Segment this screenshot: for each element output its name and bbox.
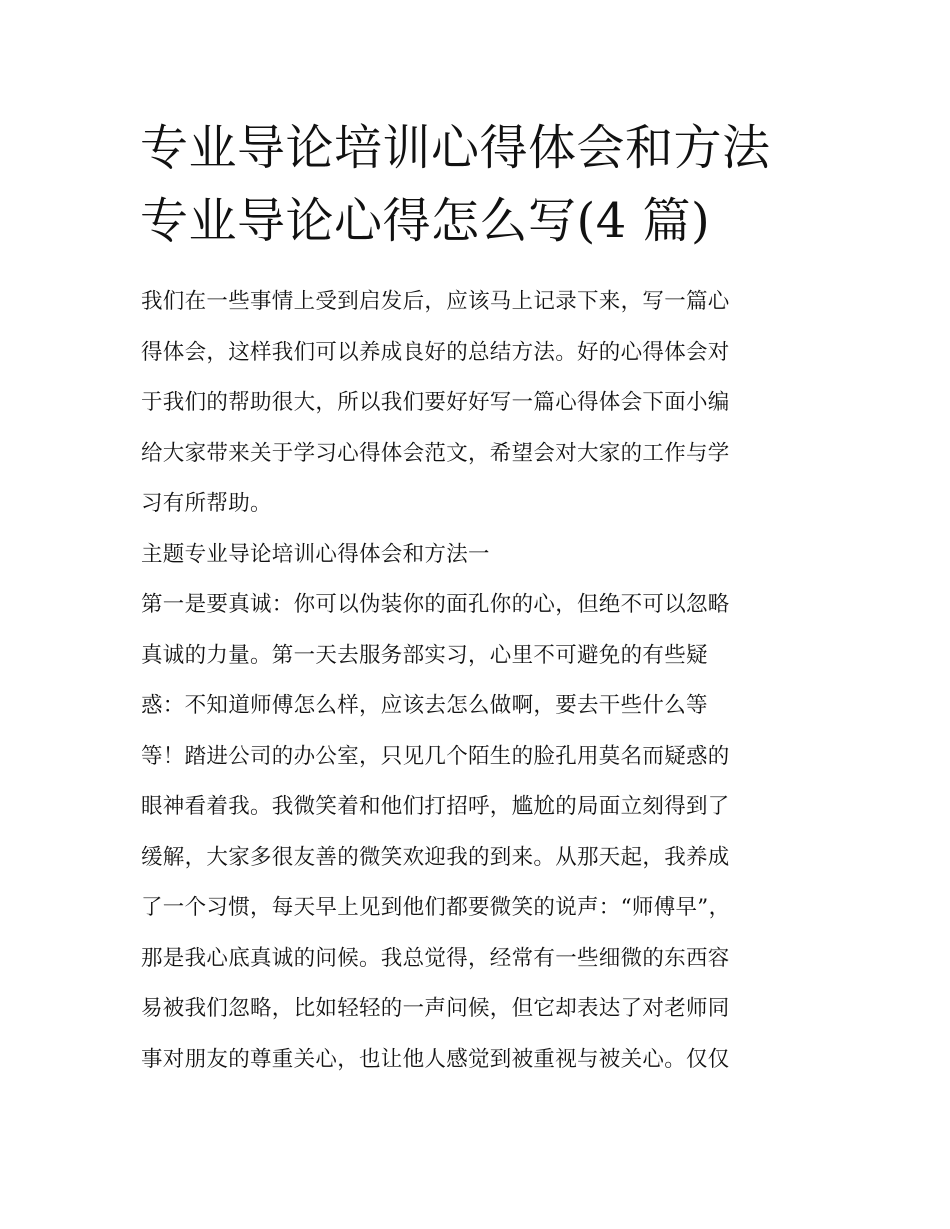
intro-line-3: 于我们的帮助很大，所以我们要好好写一篇心得体会下面小编: [141, 390, 730, 415]
paragraph-line-10: 事对朋友的尊重关心，也让他人感觉到被重视与被关心。仅仅: [141, 1046, 730, 1072]
document-body: [141, 277, 821, 1085]
document-title: [140, 112, 820, 258]
intro-line-5: 习有所帮助。: [141, 491, 272, 516]
intro-line-4: 给大家带来关于学习心得体会范文，希望会对大家的工作与学: [141, 440, 730, 466]
section-heading: 主题专业导论培训心得体会和方法一: [141, 541, 490, 567]
paragraph-line-3: 惑：不知道师傅怎么样，应该去怎么做啊，要去干些什么等: [141, 693, 708, 718]
intro-line-2: 得体会，这样我们可以养成良好的总结方法。好的心得体会对: [141, 339, 730, 365]
paragraph-line-8: 那是我心底真诚的问候。我总觉得，经常有一些细微的东西容: [141, 945, 730, 971]
paragraph-line-6: 缓解，大家多很友善的微笑欢迎我的到来。从那天起，我养成: [141, 844, 730, 870]
paragraph-line-5: 眼神看着我。我微笑着和他们打招呼，尴尬的局面立刻得到了: [141, 794, 730, 819]
paragraph-line-4: 等！踏进公司的办公室，只见几个陌生的脸孔用莫名而疑惑的: [141, 743, 730, 769]
paragraph-line-9: 易被我们忽略，比如轻轻的一声问候，但它却表达了对老师同: [141, 996, 730, 1021]
paragraph-line-7: 了一个习惯，每天早上见到他们都要微笑的说声：“师傅早”，: [141, 895, 731, 920]
title-line-1: 专业导论培训心得体会和方法: [140, 120, 771, 176]
intro-line-1: 我们在一些事情上受到启发后，应该马上记录下来，写一篇心: [141, 289, 730, 314]
paragraph-line-2: 真诚的力量。第一天去服务部实习，心里不可避免的有些疑: [141, 642, 708, 668]
title-line-2: 专业导论心得怎么写(4 篇): [140, 193, 711, 249]
paragraph-line-1: 第一是要真诚：你可以伪装你的面孔你的心，但绝不可以忽略: [141, 592, 730, 617]
